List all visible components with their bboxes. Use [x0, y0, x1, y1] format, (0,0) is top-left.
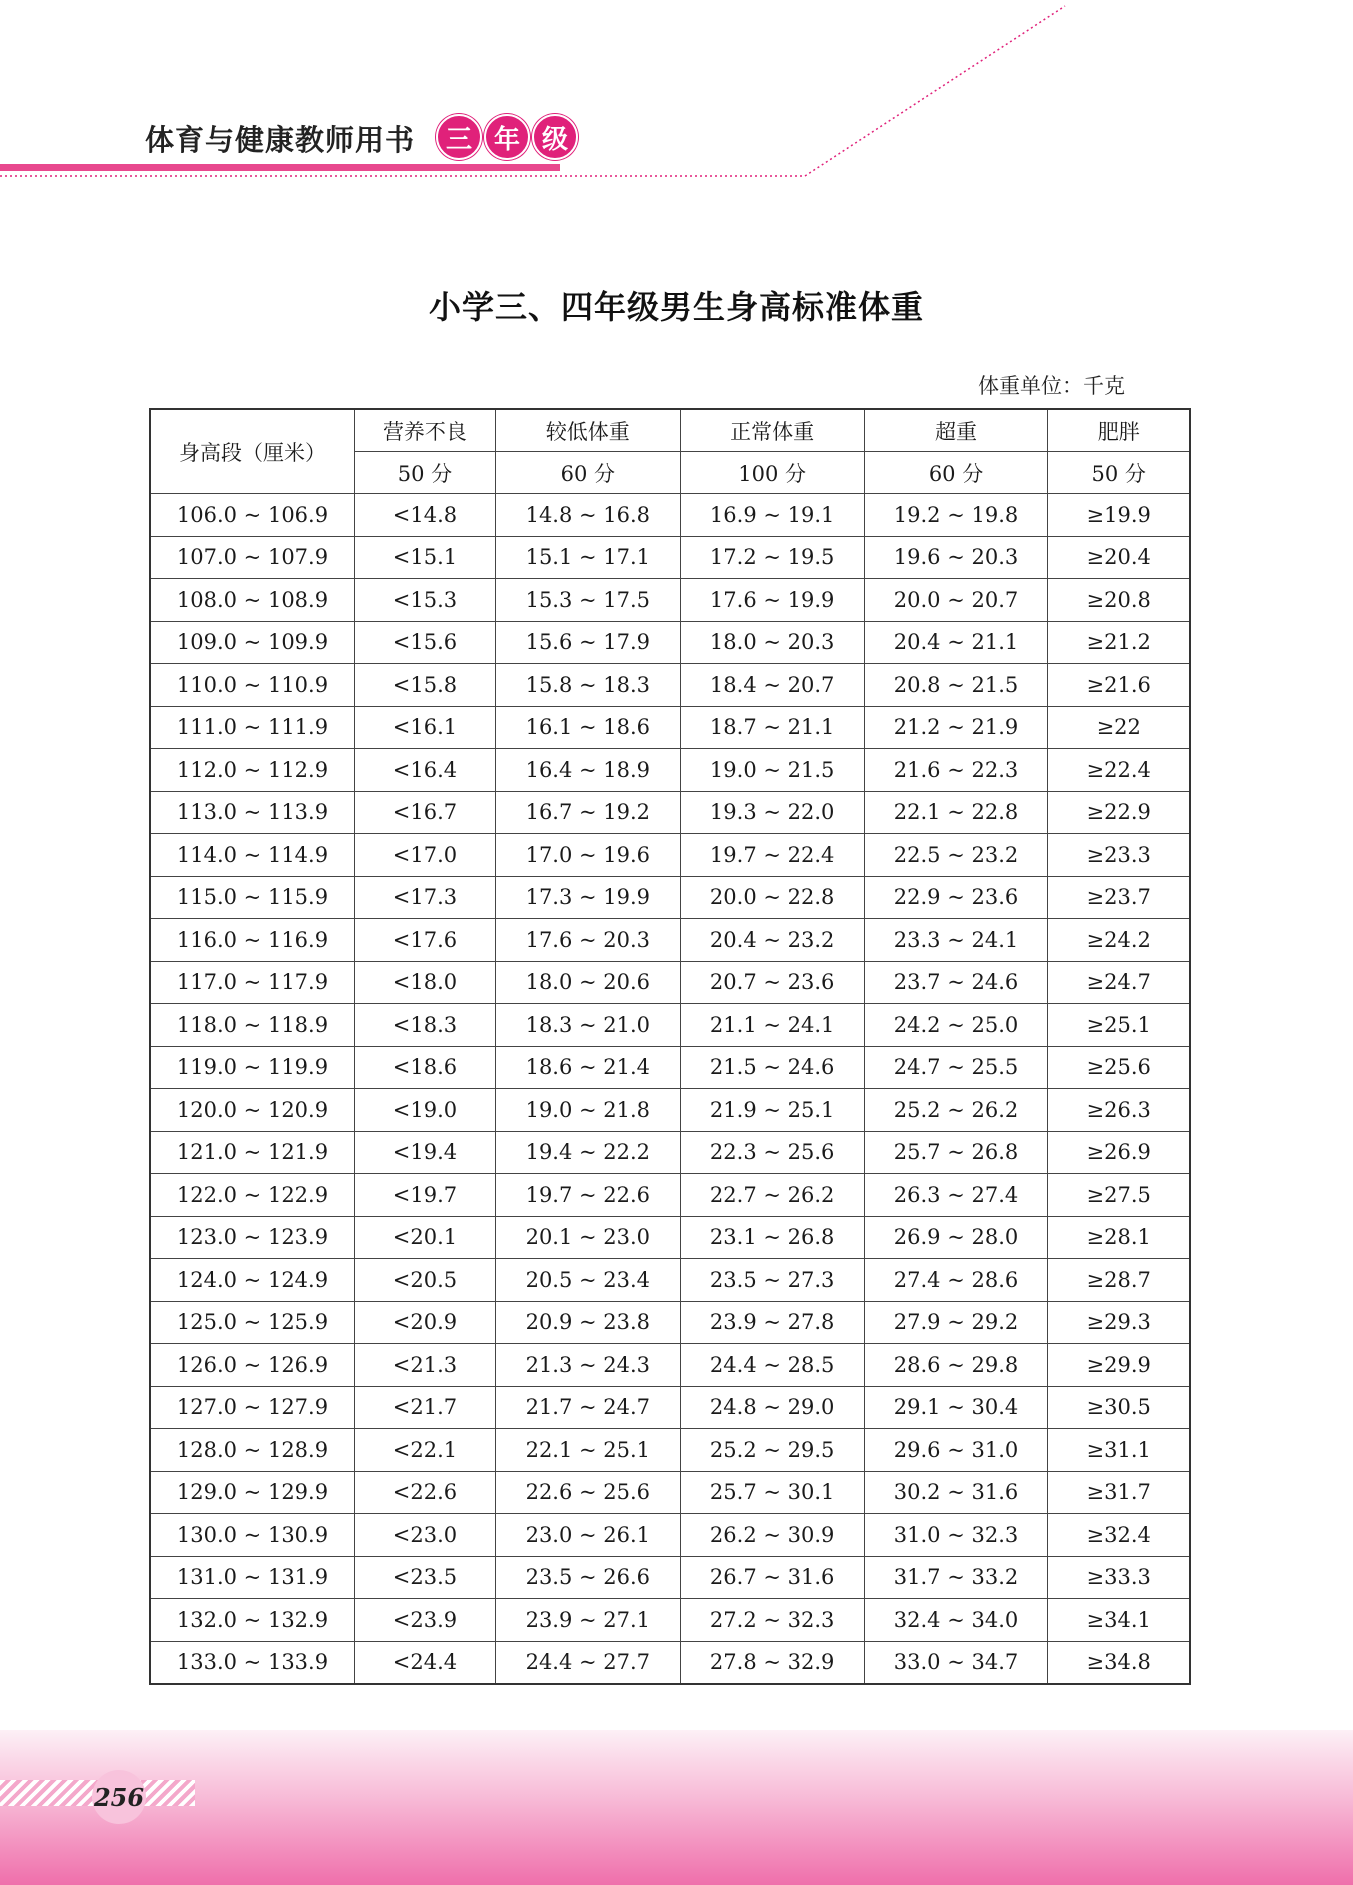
weight-cell: <23.0: [354, 1514, 495, 1557]
weight-cell: 18.6 ~ 21.4: [495, 1046, 680, 1089]
height-range-cell: 109.0 ~ 109.9: [150, 621, 354, 664]
weight-cell: ≥25.6: [1048, 1046, 1190, 1089]
weight-cell: ≥23.7: [1048, 876, 1190, 919]
weight-cell: 17.0 ~ 19.6: [495, 834, 680, 877]
weight-cell: ≥26.3: [1048, 1089, 1190, 1132]
table-row: [150, 1004, 1190, 1047]
table-row: [150, 1429, 1190, 1472]
table-body: [150, 494, 1190, 1685]
weight-cell: 19.7 ~ 22.4: [680, 834, 864, 877]
grade-char: 三: [436, 114, 482, 160]
weight-cell: 33.0 ~ 34.7: [864, 1641, 1048, 1684]
height-range-cell: 123.0 ~ 123.9: [150, 1216, 354, 1259]
weight-cell: <20.5: [354, 1259, 495, 1302]
table-row: [150, 791, 1190, 834]
weight-cell: 15.6 ~ 17.9: [495, 621, 680, 664]
weight-cell: 21.7 ~ 24.7: [495, 1386, 680, 1429]
weight-cell: 22.6 ~ 25.6: [495, 1471, 680, 1514]
weight-cell: ≥28.7: [1048, 1259, 1190, 1302]
table-row: [150, 919, 1190, 962]
table-row: [150, 1556, 1190, 1599]
weight-cell: 23.5 ~ 26.6: [495, 1556, 680, 1599]
height-range-cell: 132.0 ~ 132.9: [150, 1599, 354, 1642]
weight-cell: 22.9 ~ 23.6: [864, 876, 1048, 919]
grade-char: 年: [484, 114, 530, 160]
header-decoration: [0, 0, 1353, 200]
page-header: [0, 0, 1353, 200]
score-header: 60 分: [495, 452, 680, 494]
height-range-cell: 129.0 ~ 129.9: [150, 1471, 354, 1514]
weight-cell: <16.1: [354, 706, 495, 749]
table-row: [150, 876, 1190, 919]
table-row: [150, 1514, 1190, 1557]
weight-cell: 26.3 ~ 27.4: [864, 1174, 1048, 1217]
height-range-cell: 121.0 ~ 121.9: [150, 1131, 354, 1174]
weight-cell: <20.1: [354, 1216, 495, 1259]
table-row: [150, 1174, 1190, 1217]
weight-cell: ≥34.1: [1048, 1599, 1190, 1642]
weight-cell: ≥29.3: [1048, 1301, 1190, 1344]
weight-cell: ≥20.8: [1048, 579, 1190, 622]
weight-cell: 19.0 ~ 21.8: [495, 1089, 680, 1132]
table-row: [150, 1386, 1190, 1429]
weight-cell: 29.1 ~ 30.4: [864, 1386, 1048, 1429]
weight-cell: 23.3 ~ 24.1: [864, 919, 1048, 962]
weight-cell: <17.6: [354, 919, 495, 962]
weight-cell: <15.6: [354, 621, 495, 664]
score-header: 50 分: [354, 452, 495, 494]
height-range-cell: 125.0 ~ 125.9: [150, 1301, 354, 1344]
height-range-cell: 114.0 ~ 114.9: [150, 834, 354, 877]
weight-cell: <15.3: [354, 579, 495, 622]
height-range-cell: 107.0 ~ 107.9: [150, 536, 354, 579]
weight-cell: 25.7 ~ 30.1: [680, 1471, 864, 1514]
weight-cell: 24.4 ~ 27.7: [495, 1641, 680, 1684]
weight-cell: <19.0: [354, 1089, 495, 1132]
weight-cell: 24.2 ~ 25.0: [864, 1004, 1048, 1047]
height-range-cell: 111.0 ~ 111.9: [150, 706, 354, 749]
table-row: [150, 1471, 1190, 1514]
weight-cell: <18.3: [354, 1004, 495, 1047]
height-range-cell: 113.0 ~ 113.9: [150, 791, 354, 834]
weight-standard-table: [149, 408, 1191, 1685]
weight-cell: <19.7: [354, 1174, 495, 1217]
weight-cell: 23.9 ~ 27.1: [495, 1599, 680, 1642]
weight-cell: 20.4 ~ 21.1: [864, 621, 1048, 664]
table-row: [150, 1641, 1190, 1684]
table-row: [150, 579, 1190, 622]
weight-cell: 22.5 ~ 23.2: [864, 834, 1048, 877]
weight-cell: 22.7 ~ 26.2: [680, 1174, 864, 1217]
weight-cell: <18.0: [354, 961, 495, 1004]
height-range-cell: 108.0 ~ 108.9: [150, 579, 354, 622]
weight-cell: 23.0 ~ 26.1: [495, 1514, 680, 1557]
weight-cell: <18.6: [354, 1046, 495, 1089]
unit-label: 体重单位：千克: [978, 374, 1125, 398]
weight-cell: <21.3: [354, 1344, 495, 1387]
weight-cell: <22.1: [354, 1429, 495, 1472]
table-row: [150, 706, 1190, 749]
weight-cell: ≥29.9: [1048, 1344, 1190, 1387]
weight-cell: 29.6 ~ 31.0: [864, 1429, 1048, 1472]
weight-cell: 31.7 ~ 33.2: [864, 1556, 1048, 1599]
weight-cell: 27.2 ~ 32.3: [680, 1599, 864, 1642]
height-range-cell: 110.0 ~ 110.9: [150, 664, 354, 707]
weight-cell: 21.1 ~ 24.1: [680, 1004, 864, 1047]
weight-cell: 25.7 ~ 26.8: [864, 1131, 1048, 1174]
height-range-cell: 117.0 ~ 117.9: [150, 961, 354, 1004]
weight-cell: 21.2 ~ 21.9: [864, 706, 1048, 749]
table-row: [150, 834, 1190, 877]
weight-cell: 22.3 ~ 25.6: [680, 1131, 864, 1174]
weight-cell: 17.6 ~ 20.3: [495, 919, 680, 962]
weight-cell: 22.1 ~ 22.8: [864, 791, 1048, 834]
weight-cell: 16.7 ~ 19.2: [495, 791, 680, 834]
weight-cell: 19.0 ~ 21.5: [680, 749, 864, 792]
table-row: [150, 1216, 1190, 1259]
column-header: 超重: [864, 409, 1048, 452]
height-range-cell: 128.0 ~ 128.9: [150, 1429, 354, 1472]
table-row: [150, 621, 1190, 664]
weight-cell: 32.4 ~ 34.0: [864, 1599, 1048, 1642]
weight-cell: 19.3 ~ 22.0: [680, 791, 864, 834]
weight-cell: 15.3 ~ 17.5: [495, 579, 680, 622]
weight-cell: 26.2 ~ 30.9: [680, 1514, 864, 1557]
table-row: [150, 1259, 1190, 1302]
weight-cell: 20.0 ~ 22.8: [680, 876, 864, 919]
table-header-row: [150, 409, 1190, 452]
weight-cell: ≥28.1: [1048, 1216, 1190, 1259]
weight-cell: 15.8 ~ 18.3: [495, 664, 680, 707]
height-range-cell: 122.0 ~ 122.9: [150, 1174, 354, 1217]
weight-cell: 20.0 ~ 20.7: [864, 579, 1048, 622]
table-row: [150, 1344, 1190, 1387]
weight-cell: 18.7 ~ 21.1: [680, 706, 864, 749]
weight-cell: ≥22.4: [1048, 749, 1190, 792]
weight-cell: <17.3: [354, 876, 495, 919]
score-header: 60 分: [864, 452, 1048, 494]
height-range-cell: 118.0 ~ 118.9: [150, 1004, 354, 1047]
weight-cell: 23.7 ~ 24.6: [864, 961, 1048, 1004]
table-row: [150, 1131, 1190, 1174]
column-header: 较低体重: [495, 409, 680, 452]
weight-cell: 14.8 ~ 16.8: [495, 494, 680, 537]
weight-cell: 20.9 ~ 23.8: [495, 1301, 680, 1344]
weight-cell: 18.0 ~ 20.6: [495, 961, 680, 1004]
table-row: [150, 1089, 1190, 1132]
height-range-cell: 126.0 ~ 126.9: [150, 1344, 354, 1387]
height-range-cell: 133.0 ~ 133.9: [150, 1641, 354, 1684]
weight-cell: 17.2 ~ 19.5: [680, 536, 864, 579]
table-row: [150, 536, 1190, 579]
height-range-cell: 124.0 ~ 124.9: [150, 1259, 354, 1302]
weight-cell: 23.5 ~ 27.3: [680, 1259, 864, 1302]
weight-cell: 30.2 ~ 31.6: [864, 1471, 1048, 1514]
height-range-cell: 116.0 ~ 116.9: [150, 919, 354, 962]
weight-cell: ≥32.4: [1048, 1514, 1190, 1557]
height-range-cell: 112.0 ~ 112.9: [150, 749, 354, 792]
weight-cell: 21.3 ~ 24.3: [495, 1344, 680, 1387]
weight-cell: ≥26.9: [1048, 1131, 1190, 1174]
weight-cell: ≥27.5: [1048, 1174, 1190, 1217]
weight-cell: 19.7 ~ 22.6: [495, 1174, 680, 1217]
weight-cell: ≥23.3: [1048, 834, 1190, 877]
weight-cell: 26.7 ~ 31.6: [680, 1556, 864, 1599]
weight-cell: 20.4 ~ 23.2: [680, 919, 864, 962]
weight-cell: ≥31.7: [1048, 1471, 1190, 1514]
weight-cell: <20.9: [354, 1301, 495, 1344]
weight-cell: 15.1 ~ 17.1: [495, 536, 680, 579]
weight-cell: <23.5: [354, 1556, 495, 1599]
grade-char: 级: [532, 114, 578, 160]
page-title: 小学三、四年级男生身高标准体重: [428, 288, 924, 326]
height-range-cell: 131.0 ~ 131.9: [150, 1556, 354, 1599]
weight-cell: ≥31.1: [1048, 1429, 1190, 1472]
weight-cell: <19.4: [354, 1131, 495, 1174]
height-range-cell: 106.0 ~ 106.9: [150, 494, 354, 537]
weight-cell: 16.9 ~ 19.1: [680, 494, 864, 537]
weight-cell: <17.0: [354, 834, 495, 877]
weight-cell: ≥19.9: [1048, 494, 1190, 537]
weight-cell: 26.9 ~ 28.0: [864, 1216, 1048, 1259]
weight-cell: 17.3 ~ 19.9: [495, 876, 680, 919]
weight-cell: <22.6: [354, 1471, 495, 1514]
weight-cell: <24.4: [354, 1641, 495, 1684]
weight-cell: 18.3 ~ 21.0: [495, 1004, 680, 1047]
weight-cell: ≥20.4: [1048, 536, 1190, 579]
weight-cell: ≥21.6: [1048, 664, 1190, 707]
weight-cell: <15.8: [354, 664, 495, 707]
weight-cell: 20.1 ~ 23.0: [495, 1216, 680, 1259]
weight-cell: 20.5 ~ 23.4: [495, 1259, 680, 1302]
weight-cell: 27.8 ~ 32.9: [680, 1641, 864, 1684]
weight-cell: ≥21.2: [1048, 621, 1190, 664]
weight-cell: <14.8: [354, 494, 495, 537]
weight-cell: 24.4 ~ 28.5: [680, 1344, 864, 1387]
weight-cell: 24.7 ~ 25.5: [864, 1046, 1048, 1089]
book-title: 体育与健康教师用书: [145, 123, 416, 157]
column-header: 肥胖: [1048, 409, 1190, 452]
height-range-cell: 119.0 ~ 119.9: [150, 1046, 354, 1089]
table-row: [150, 1046, 1190, 1089]
weight-cell: ≥22.9: [1048, 791, 1190, 834]
weight-cell: ≥30.5: [1048, 1386, 1190, 1429]
page-number: 256: [92, 1770, 146, 1824]
weight-cell: 20.7 ~ 23.6: [680, 961, 864, 1004]
weight-cell: 20.8 ~ 21.5: [864, 664, 1048, 707]
table-row: [150, 1301, 1190, 1344]
height-range-header: 身高段（厘米）: [150, 409, 354, 494]
weight-cell: ≥24.7: [1048, 961, 1190, 1004]
weight-cell: 21.5 ~ 24.6: [680, 1046, 864, 1089]
table-row: [150, 961, 1190, 1004]
score-header: 100 分: [680, 452, 864, 494]
weight-cell: 25.2 ~ 26.2: [864, 1089, 1048, 1132]
height-range-cell: 127.0 ~ 127.9: [150, 1386, 354, 1429]
weight-cell: ≥24.2: [1048, 919, 1190, 962]
weight-cell: 18.0 ~ 20.3: [680, 621, 864, 664]
weight-cell: <16.7: [354, 791, 495, 834]
weight-cell: 28.6 ~ 29.8: [864, 1344, 1048, 1387]
weight-cell: 19.2 ~ 19.8: [864, 494, 1048, 537]
weight-cell: 25.2 ~ 29.5: [680, 1429, 864, 1472]
weight-cell: 19.6 ~ 20.3: [864, 536, 1048, 579]
weight-cell: 23.1 ~ 26.8: [680, 1216, 864, 1259]
table-row: [150, 664, 1190, 707]
weight-cell: 24.8 ~ 29.0: [680, 1386, 864, 1429]
height-range-cell: 120.0 ~ 120.9: [150, 1089, 354, 1132]
weight-cell: 27.4 ~ 28.6: [864, 1259, 1048, 1302]
weight-cell: ≥25.1: [1048, 1004, 1190, 1047]
weight-cell: <23.9: [354, 1599, 495, 1642]
column-header: 营养不良: [354, 409, 495, 452]
weight-cell: 18.4 ~ 20.7: [680, 664, 864, 707]
weight-cell: ≥34.8: [1048, 1641, 1190, 1684]
weight-cell: 21.9 ~ 25.1: [680, 1089, 864, 1132]
grade-badge: [436, 114, 578, 160]
table-row: [150, 749, 1190, 792]
weight-cell: ≥33.3: [1048, 1556, 1190, 1599]
weight-cell: <15.1: [354, 536, 495, 579]
weight-cell: 22.1 ~ 25.1: [495, 1429, 680, 1472]
height-range-cell: 130.0 ~ 130.9: [150, 1514, 354, 1557]
page-footer: [0, 1730, 1353, 1885]
weight-cell: 31.0 ~ 32.3: [864, 1514, 1048, 1557]
weight-cell: 16.1 ~ 18.6: [495, 706, 680, 749]
table-row: [150, 494, 1190, 537]
weight-cell: 16.4 ~ 18.9: [495, 749, 680, 792]
weight-cell: <16.4: [354, 749, 495, 792]
weight-cell: 19.4 ~ 22.2: [495, 1131, 680, 1174]
table-row: [150, 1599, 1190, 1642]
score-header: 50 分: [1048, 452, 1190, 494]
weight-cell: 23.9 ~ 27.8: [680, 1301, 864, 1344]
column-header: 正常体重: [680, 409, 864, 452]
weight-cell: <21.7: [354, 1386, 495, 1429]
weight-cell: 21.6 ~ 22.3: [864, 749, 1048, 792]
weight-cell: ≥22: [1048, 706, 1190, 749]
weight-cell: 17.6 ~ 19.9: [680, 579, 864, 622]
height-range-cell: 115.0 ~ 115.9: [150, 876, 354, 919]
weight-cell: 27.9 ~ 29.2: [864, 1301, 1048, 1344]
